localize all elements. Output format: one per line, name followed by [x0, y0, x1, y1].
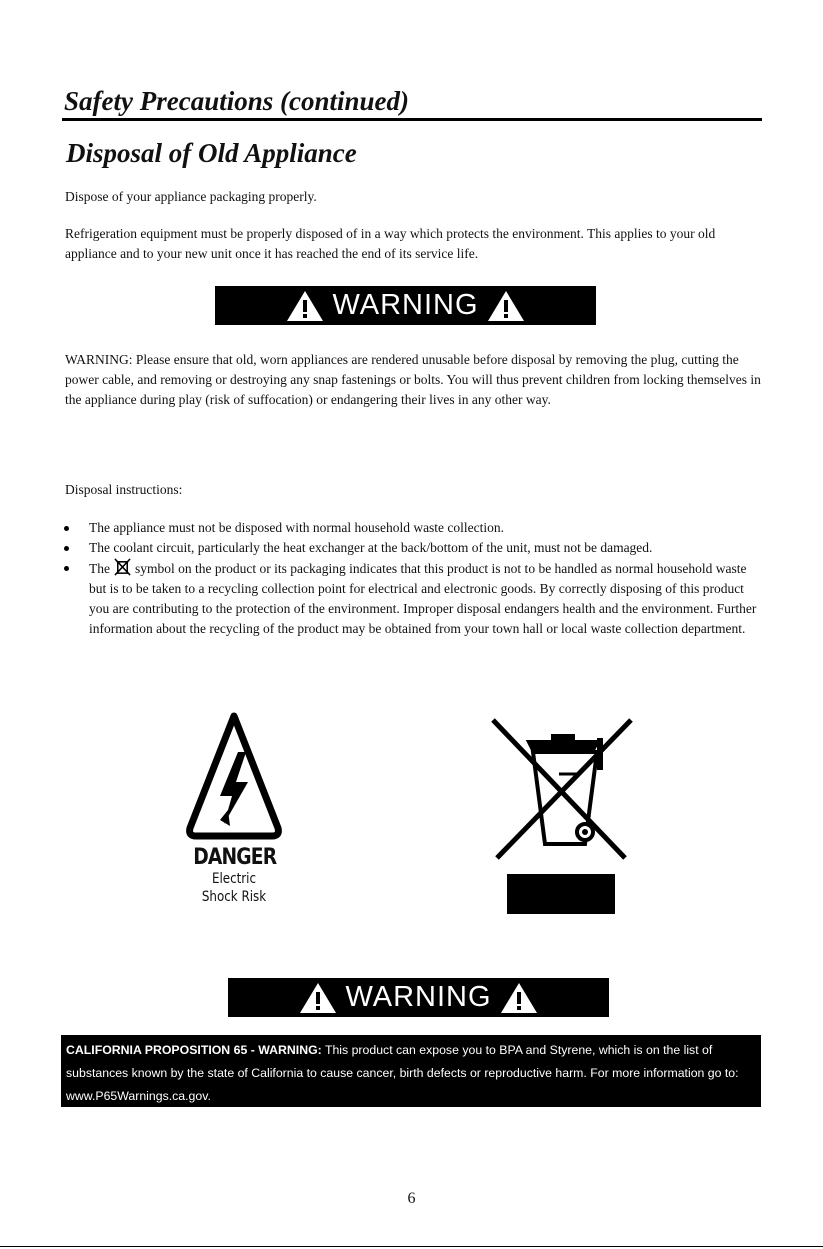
prop65-lead: CALIFORNIA PROPOSITION 65 - WARNING: [66, 1043, 322, 1057]
list-item-text: symbol on the product or its packaging indicates that this product is not to be handled as normal household waste but is to be taken to a recycling collection point for electrical and electronic goods. By correctly disposing of this product you are contributing to the protection of the environment. Improper disposal endangers health and the environment. Further information about the recycling of the product may be obtained from your town hall or local waste collection department. [89, 561, 757, 636]
warning-banner-label: WARNING [345, 981, 492, 1013]
bullet-icon [64, 546, 69, 551]
list-item-text-start: The [89, 561, 110, 576]
disposal-list [60, 518, 760, 639]
warning-triangle-icon [299, 982, 337, 1014]
warning-banner-label: WARNING [332, 289, 479, 321]
danger-subtitle-line1: Electric [211, 871, 257, 887]
warning-banner [228, 978, 609, 1017]
disposal-instructions-heading: Disposal instructions: [65, 482, 183, 497]
warning-paragraph [65, 350, 765, 410]
bullet-icon [64, 526, 69, 531]
prop65-text: This product can expose you to BPA and Styrene, which is on the list of substances known by the state of California to cause cancer, birth defects or reproductive harm. For more information go to: www.P65Warnings.ca.gov. [66, 1043, 739, 1103]
section-title: Safety Precautions (continued) [64, 86, 409, 116]
environment-paragraph: Refrigeration equipment must be properly disposed of in a way which protects the environment. This applies to your old appliance and to your new unit once it has reached the end of its service life. [65, 226, 716, 261]
electric-shock-hazard-icon [186, 712, 282, 842]
warning-lead: WARNING: [65, 352, 133, 367]
warning-banner [215, 286, 596, 325]
bottom-rule [0, 1246, 823, 1247]
crossed-out-wheelie-bin-icon [489, 716, 635, 862]
page-number: 6 [407, 1190, 416, 1207]
weee-date-bar [507, 874, 615, 914]
list-item-text: The coolant circuit, particularly the heat exchanger at the back/bottom of the unit, must not be damaged. [89, 540, 653, 555]
bullet-icon [64, 566, 69, 571]
danger-subtitle-line2: Shock Risk [201, 889, 267, 905]
warning-triangle-icon [487, 290, 525, 322]
list-item [60, 558, 760, 639]
danger-word: DANGER [193, 845, 277, 870]
list-item [60, 538, 760, 558]
prop65-warning-box [61, 1035, 761, 1107]
crossed-bin-icon [113, 558, 132, 576]
list-item [60, 518, 760, 538]
weee-disposal-sign [489, 716, 635, 916]
danger-sign [186, 712, 282, 922]
packaging-paragraph: Dispose of your appliance packaging properly. [65, 189, 317, 204]
warning-triangle-icon [286, 290, 324, 322]
title-rule [62, 118, 762, 121]
list-item-text: The appliance must not be disposed with normal household waste collection. [89, 520, 505, 535]
warning-triangle-icon [500, 982, 538, 1014]
sub-title: Disposal of Old Appliance [66, 138, 357, 168]
warning-text: Please ensure that old, worn appliances are rendered unusable before disposal by removing the plug, cutting the power cable, and removing or destroying any snap fastenings or bolts. You will thus prevent children from locking themselves in the appliance during play (risk of suffocation) or endangering their lives in any other way. [65, 352, 761, 407]
